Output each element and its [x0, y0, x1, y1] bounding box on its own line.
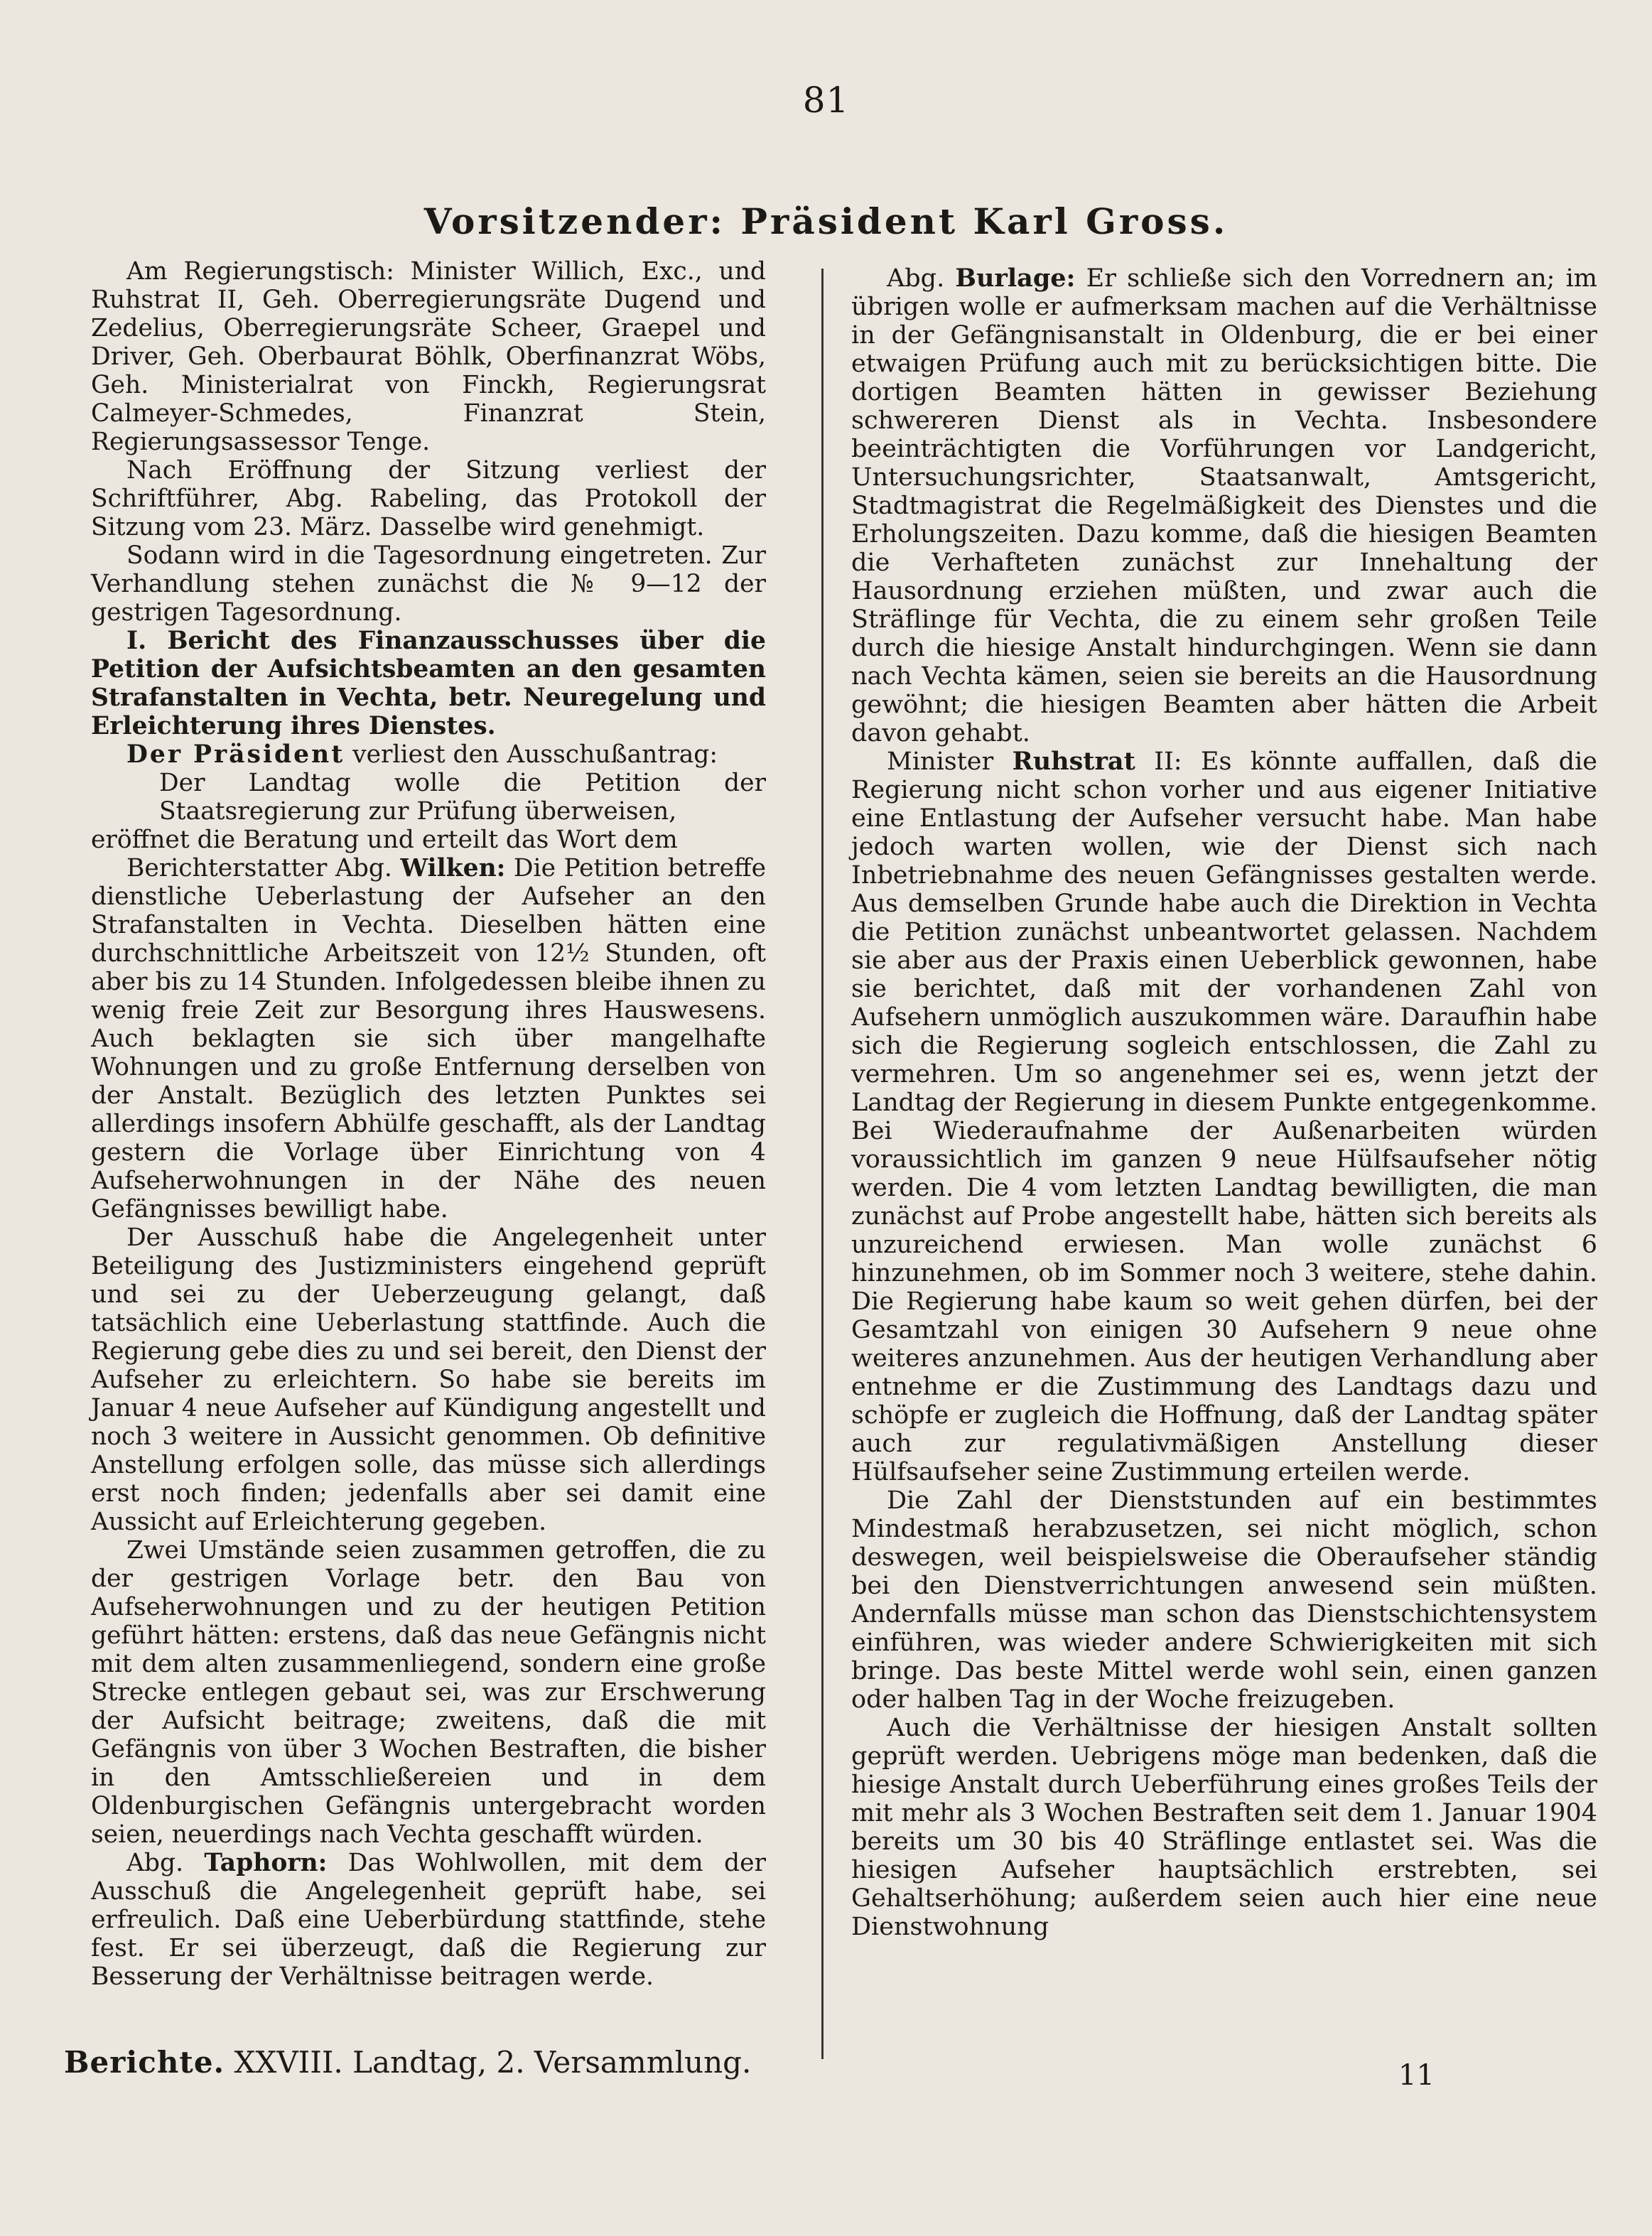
speaker-name: Wilken: [400, 854, 506, 882]
protocol-paragraph: Nach Eröffnung der Sitzung verliest der Schriftführer, Abg. Rabeling, das Protokoll der Sitzung vom 23. März. Dasselbe wird genehmigt. [91, 456, 766, 541]
speaker-name: Der Präsident [126, 740, 345, 769]
paragraph-text: II: Es könnte auffallen, daß die Regierung nicht schon vorher und aus eigener Initiative eine Entlastung der Aufseher versucht habe. Man habe jedoch warten wollen, wie der Dienst sich nach Inbetriebnahme des neuen Gefängnisses gestalten werde. Aus demselben Grunde habe auch die Direktion in Vechta die Petition zunächst unbeantwortet gelassen. Nachdem sie aber aus der Praxis einen Ueberblick gewonnen, habe sie berichtet, daß mit der vorhandenen Zahl von Aufsehern unmöglich auszukommen wäre. Daraufhin habe sich die Regierung sogleich entschlossen, die Zahl zu vermehren. Um so angenehmer sei es, wenn jetzt der Landtag der Regierung in diesem Punkte entgegenkomme. Bei Wiederaufnahme der Außenarbeiten würden voraussichtlich im ganzen 9 neue Hülfsaufseher nötig werden. Die 4 vom letzten Landtag bewilligten, die man zunächst auf Probe angestellt habe, hätten sich bereits als unzureichend erwiesen. Man wolle zunächst 6 hinzunehmen, ob im Sommer noch 3 weitere, stehe dahin. Die Regierung habe kaum so weit gehen dürfen, bei der Gesamtzahl von einigen 30 Aufsehern 9 neue ohne weiteres anzunehmen. Aus der heutigen Verhandlung aber entnehme er die Zustimmung des Landtags dazu und schöpfe er zugleich die Hoffnung, daß der Landtag später auch zur regulativmäßigen Anstellung dieser Hülfsaufseher seine Zustimmung erteilen werde. [851, 747, 1597, 1486]
circumstances-paragraph: Zwei Umstände seien zusammen getroffen, die zu der gestrigen Vorlage betr. den Bau von Aufseherwohnungen und zu der heutigen Petition geführt hätten: erstens, daß das neue Gefängnis nicht mit dem alten zusammenliegend, sondern eine große Strecke entlegen gebaut sei, was zur Erschwerung der Aufsicht beitrage; zweitens, daß die mit Gefängnis von über 3 Wochen Bestraften, die bisher in den Amtsschließereien und in dem Oldenburgischen Gefängnis untergebracht worden seien, neuerdings nach Vechta geschafft würden. [91, 1536, 766, 1849]
taphorn-paragraph [91, 1849, 766, 1991]
session-chair: Vorsitzender: Präsident Karl Gross. [423, 200, 1229, 242]
agenda-paragraph: Sodann wird in die Tagesordnung eingetreten. Zur Verhandlung stehen zunächst die № 9—12 der gestrigen Tagesordnung. [91, 541, 766, 627]
burlage-paragraph [851, 264, 1597, 747]
speaker-title: Berichterstatter Abg. [126, 854, 401, 882]
minister-paragraph [851, 747, 1597, 1486]
speaker-name: Burlage: [955, 264, 1076, 293]
column-divider [821, 269, 824, 2059]
left-column [91, 257, 766, 2041]
footer-label: Berichte. [64, 2045, 225, 2080]
agenda-item-heading: I. Bericht des Finanzausschusses über die Petition der Aufsichtsbeamten an den gesamten Strafanstalten in Vechta, betr. Neuregelung und Erleichterung ihres Dienstes. [91, 627, 766, 740]
committee-paragraph: Der Ausschuß habe die Angelegenheit unter Beteiligung des Justizministers eingehend geprüft und sei zu der Ueberzeugung gelangt, daß tatsächlich eine Ueberlastung stattfinde. Auch die Regierung gebe dies zu und sei bereit, den Dienst der Aufseher zu erleichtern. So habe sie bereits im Januar 4 neue Aufseher auf Kündigung angestellt und noch 3 weitere in Aussicht genommen. Ob definitive Anstellung erfolgen solle, das müsse sich allerdings erst noch finden; jedenfalls aber sei damit eine Aussicht auf Erleichterung gegeben. [91, 1224, 766, 1536]
footer-text: XXVIII. Landtag, 2. Versammlung. [234, 2045, 752, 2080]
committee-motion: Der Landtag wolle die Petition der Staatsregierung zur Prüfung überweisen, [159, 769, 766, 826]
debate-opening: eröffnet die Beratung und erteilt das Wort dem [91, 826, 678, 854]
sheet-number: 11 [1398, 2059, 1435, 2092]
page-number: 81 [802, 80, 850, 121]
right-column [851, 264, 1597, 2055]
president-paragraph [91, 740, 766, 769]
paragraph-text: Er schließe sich den Vorrednern an; im übrigen wolle er aufmerksam machen auf die Verhältnisse in der Gefängnisanstalt in Oldenburg, die er bei einer etwaigen Prüfung auch mit zu berücksichtigen bitte. Die dortigen Beamten hätten in gewisser Beziehung schwereren Dienst als in Vechta. Insbesondere beeinträchtigten die Vorführungen vor Landgericht, Untersuchungsrichter, Staatsanwalt, Amtsgericht, Stadtmagistrat die Regelmäßigkeit des Dienstes und die Erholungszeiten. Dazu komme, daß die hiesigen Beamten die Verhafteten zunächst zur Innehaltung der Hausordnung erziehen müßten, und zwar auch die Sträflinge für Vechta, die zu einem sehr großen Teile durch die hiesige Anstalt hindurchgingen. Wenn sie dann nach Vechta kämen, seien sie bereits an die Hausordnung gewöhnt; die hiesigen Beamten aber hätten die Arbeit davon gehabt. [851, 264, 1597, 747]
page-footer [64, 2045, 751, 2080]
rapporteur-paragraph [91, 854, 766, 1224]
paragraph-text: Das Wohlwollen, mit dem der Ausschuß die Angelegenheit geprüft habe, sei erfreulich. Daß eine Ueberbürdung stattfinde, stehe fest. Er sei überzeugt, daß die Regierung zur Besserung der Verhältnisse beitragen werde. [91, 1849, 766, 1991]
speaker-title: Abg. [887, 264, 956, 293]
speaker-name: Taphorn: [204, 1849, 328, 1877]
speaker-name: Ruhstrat [1012, 747, 1135, 776]
paragraph-text: verliest den Ausschußantrag: [345, 740, 718, 769]
paragraph-text: Die Petition betreffe dienstliche Ueberlastung der Aufseher an den Strafanstalten in Vechta. Dieselben hätten eine durchschnittliche Arbeitszeit von 12½ Stunden, oft aber bis zu 14 Stunden. Infolgedessen bleibe ihnen zu wenig freie Zeit zur Besorgung ihres Hauswesens. Auch beklagten sie sich über mangelhafte Wohnungen und zu große Entfernung derselben von der Anstalt. Bezüglich des letzten Punktes sei allerdings insofern Abhülfe geschafft, als der Landtag gestern die Vorlage über Einrichtung von 4 Aufseherwohnungen in der Nähe des neuen Gefängnisses bewilligt habe. [91, 854, 766, 1224]
government-bench-paragraph: Am Regierungstisch: Minister Willich, Exc., und Ruhstrat II, Geh. Oberregierungsräte Dugend und Zedelius, Oberregierungsräte Scheer, Graepel und Driver, Geh. Oberbaurat Böhlk, Oberfinanzrat Wöbs, Geh. Ministerialrat von Finckh, Regierungsrat Calmeyer-Schmedes, Finanzrat Stein, Regierungsassessor Tenge. [91, 257, 766, 456]
local-institution-paragraph: Auch die Verhältnisse der hiesigen Anstalt sollten geprüft werden. Uebrigens möge man bedenken, daß die hiesige Anstalt durch Ueberführung eines großes Teils der mit mehr als 3 Wochen Bestraften seit dem 1. Januar 1904 bereits um 30 bis 40 Sträflinge entlastet sei. Was die hiesigen Aufseher hauptsächlich erstrebten, sei Gehaltserhöhung; außerdem seien auch hier eine neue Dienstwohnung [851, 1714, 1597, 1941]
speaker-title: Abg. [126, 1849, 205, 1877]
service-hours-paragraph: Die Zahl der Dienststunden auf ein bestimmtes Mindestmaß herabzusetzen, sei nicht möglich, schon deswegen, weil beispielsweise die Oberaufseher ständig bei den Dienstverrichtungen anwesend sein müßten. Andernfalls müsse man schon das Dienstschichtensystem einführen, was wieder andere Schwierigkeiten mit sich bringe. Das beste Mittel werde wohl sein, einen ganzen oder halben Tag in der Woche freizugeben. [851, 1486, 1597, 1714]
speaker-title: Minister [887, 747, 1013, 776]
